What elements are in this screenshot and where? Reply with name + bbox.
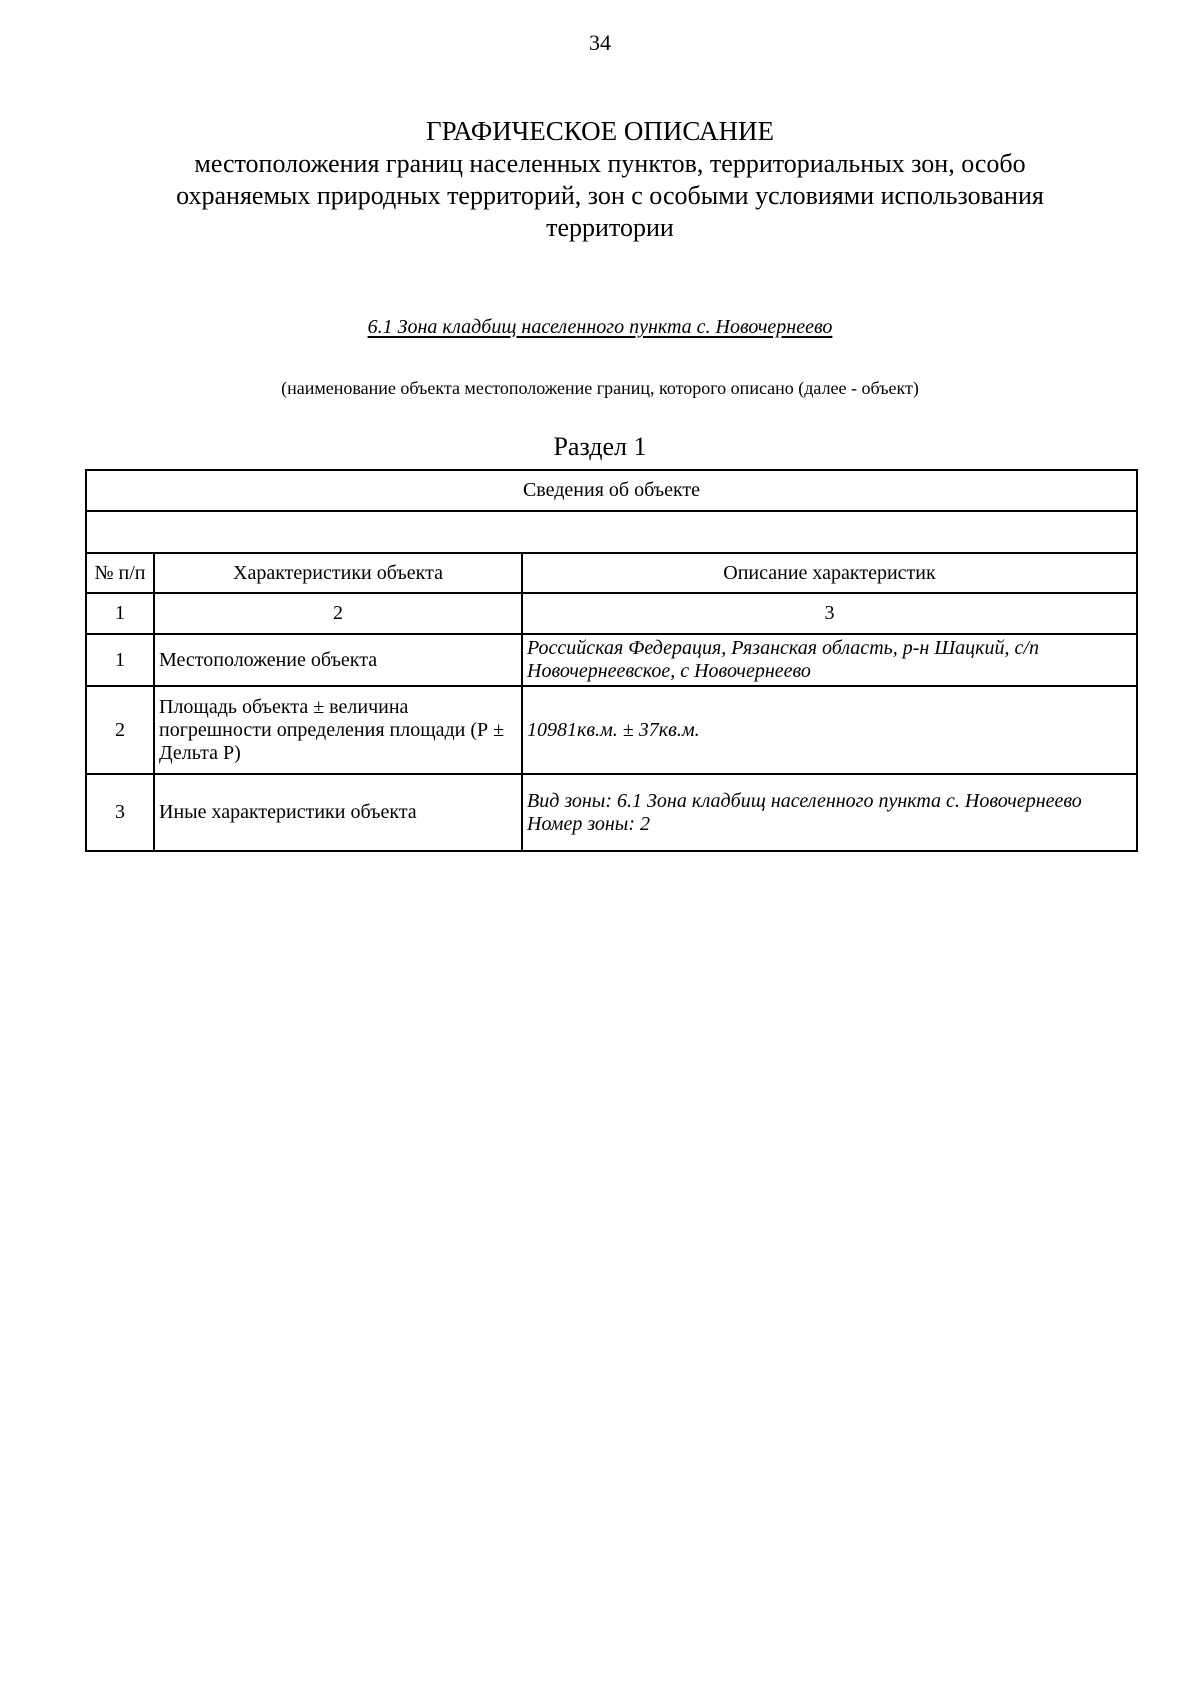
row-description-line: 10981кв.м. ± 37кв.м. <box>527 718 700 741</box>
table-empty-row <box>86 511 1137 553</box>
row-description-line: Вид зоны: 6.1 Зона кладбищ населенного пункта с. Новочернеево <box>527 789 1082 812</box>
column-header-description: Описание характеристик <box>522 553 1137 593</box>
column-number-1: 1 <box>86 593 154 634</box>
column-numbers-row <box>86 593 1137 634</box>
column-headers-row <box>86 553 1137 593</box>
table-row <box>86 774 1137 851</box>
column-number-2: 2 <box>154 593 522 634</box>
row-description-line: Российская Федерация, Рязанская область, р-н Шацкий, с/п Новочернеевское, с Новочернеево <box>527 637 1039 682</box>
empty-cell <box>86 511 1137 553</box>
column-header-num: № п/п <box>86 553 154 593</box>
table-row <box>86 634 1137 686</box>
row-number: 3 <box>86 774 154 851</box>
row-number: 1 <box>86 634 154 686</box>
object-info-table <box>85 469 1138 852</box>
document-subtitle: местоположения границ населенных пунктов, территориальных зон, особо охраняемых природных территорий, зон с особыми условиями использования территории <box>176 149 1044 242</box>
column-header-characteristic: Характеристики объекта <box>154 553 522 593</box>
row-characteristic: Иные характеристики объекта <box>154 774 522 851</box>
table-header: Сведения об объекте <box>86 470 1137 511</box>
object-name-text: 6.1 Зона кладбищ населенного пункта с. Новочернеево <box>367 316 833 338</box>
row-description-line: Номер зоны: 2 <box>527 812 650 835</box>
object-name-caption: (наименование объекта местоположение границ, которого описано (далее - объект) <box>281 378 919 398</box>
row-number: 2 <box>86 686 154 774</box>
row-description <box>522 774 1137 851</box>
object-name <box>0 316 1200 339</box>
section-title: Раздел 1 <box>553 432 647 461</box>
document-title: ГРАФИЧЕСКОЕ ОПИСАНИЕ <box>425 116 775 146</box>
table-row <box>86 686 1137 774</box>
column-number-3: 3 <box>522 593 1137 634</box>
row-characteristic: Местоположение объекта <box>154 634 522 686</box>
row-characteristic: Площадь объекта ± величина погрешности определения площади (Р ± Дельта Р) <box>154 686 522 774</box>
row-description <box>522 686 1137 774</box>
table-header-row <box>86 470 1137 511</box>
page-number: 34 <box>589 30 611 55</box>
row-description <box>522 634 1137 686</box>
